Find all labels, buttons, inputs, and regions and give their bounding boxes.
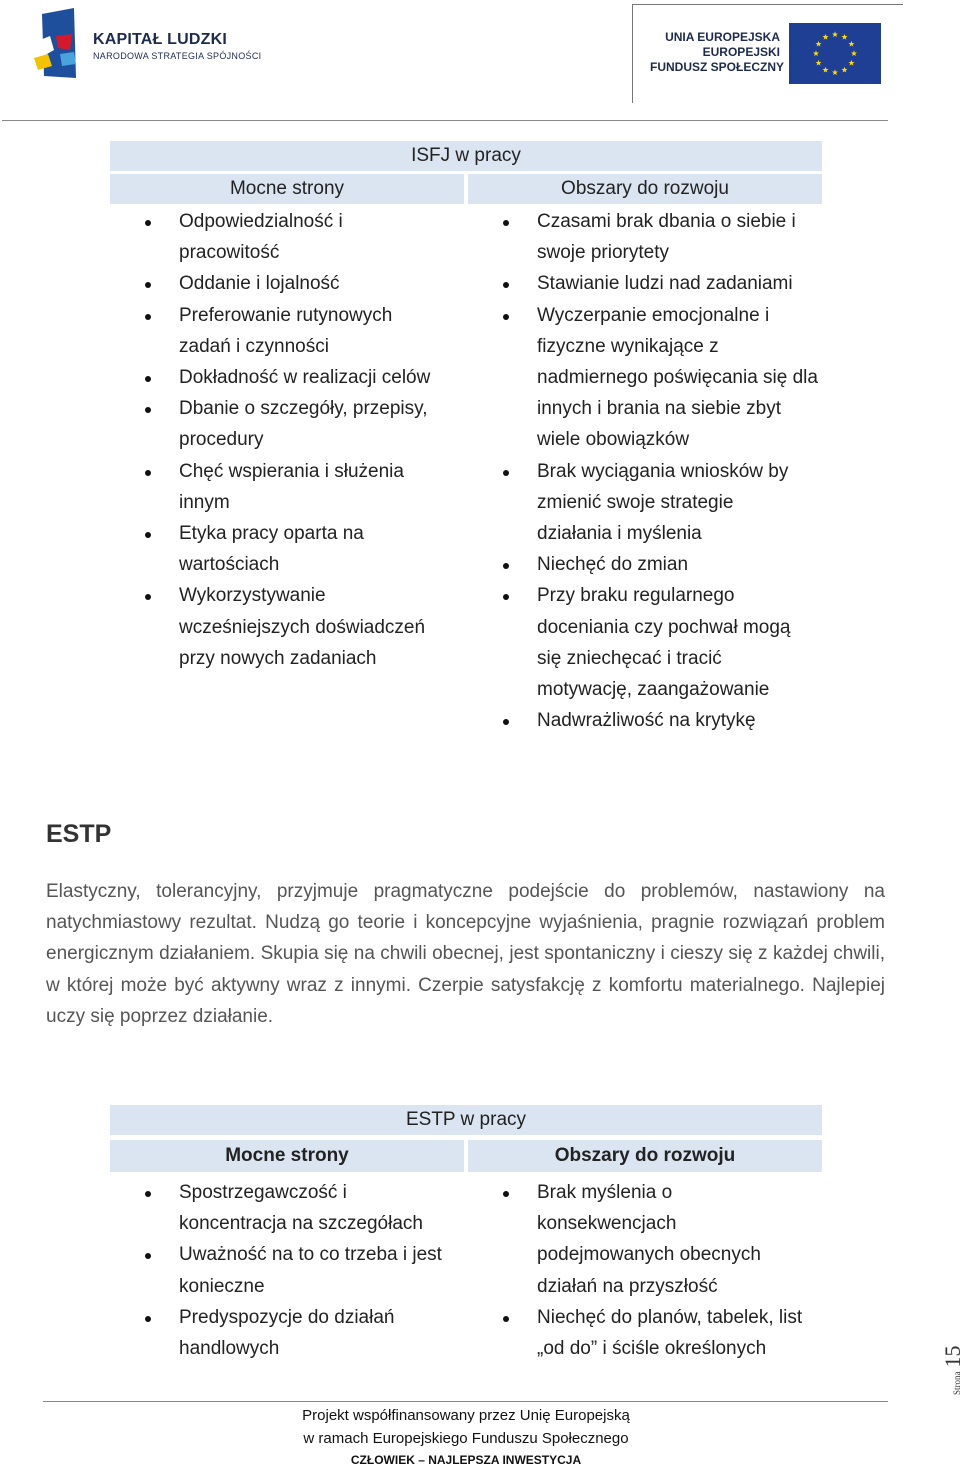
header-divider (2, 120, 888, 121)
list-item: Nadwrażliwość na krytykę (468, 705, 822, 736)
isfj-table (110, 141, 822, 736)
estp-table-body (110, 1177, 822, 1364)
list-item: Przy braku regularnego doceniania czy pochwał mogą się zniechęcać i tracić motywację, zaangażowanie (468, 580, 812, 705)
isfj-table-header-row (110, 174, 822, 204)
estp-table-header-row (110, 1140, 822, 1172)
footer-slogan: CZŁOWIEK – NAJLEPSZA INWESTYCJA (350, 1453, 582, 1467)
isfj-development-column (468, 206, 822, 736)
list-item: Wyczerpanie emocjonalne i fizyczne wynikające z nadmiernego poświęcania się dla innych i brania na siebie zbyt wiele obowiązków (468, 300, 822, 456)
list-item: Brak myślenia o konsekwencjach podejmowanych obecnych działań na przyszłość (468, 1177, 787, 1302)
list-item: Preferowanie rutynowych zadań i czynności (110, 300, 429, 362)
isfj-table-body (110, 206, 822, 736)
list-item: Predyspozycje do działań handlowych (110, 1302, 414, 1364)
kapital-ludzki-title: KAPITAŁ LUDZKI (93, 31, 228, 48)
estp-table-title: ESTP w pracy (110, 1105, 822, 1135)
footer-line1: Projekt współfinansowany przez Unię Europejską (302, 1407, 630, 1424)
footer-divider (43, 1401, 888, 1402)
estp-heading: ESTP (46, 820, 112, 848)
estp-description: Elastyczny, tolerancyjny, przyjmuje pragmatyczne podejście do problemów, nastawiony na natychmiastowy rezultat. Nudzą go teorie i koncepcyjne wyjaśnienia, pragnie rozwiązań problem energicznym działaniem. Skupia się na chwili obecnej, jest spontaniczny i cieszy się z każdej chwili, w której może być aktywny wraz z innymi. Czerpie satysfakcję z komfortu materialnego. Najlepiej uczy się poprzez działanie. (46, 881, 885, 1027)
list-item: Spostrzegawczość i koncentracja na szczegółach (110, 1177, 449, 1239)
list-item: Wykorzystywanie wcześniejszych doświadczeń przy nowych zadaniach (110, 580, 454, 674)
estp-table (110, 1105, 822, 1364)
isfj-development-list (468, 206, 822, 736)
list-item: Czasami brak dbania o siebie i swoje priorytety (468, 206, 802, 268)
estp-development-list (468, 1177, 822, 1364)
estp-strengths-column (110, 1177, 464, 1364)
estp-development-column (468, 1177, 822, 1364)
list-item: Dbanie o szczegóły, przepisy, procedury (110, 393, 449, 455)
estp-strengths-list (110, 1177, 464, 1364)
page-number (935, 1340, 965, 1400)
isfj-strengths-list (110, 206, 464, 674)
isfj-table-title: ISFJ w pracy (110, 141, 822, 171)
eu-logo-line3: FUNDUSZ SPOŁECZNY (650, 60, 785, 74)
isfj-strengths-header: Mocne strony (110, 174, 464, 204)
isfj-strengths-column (110, 206, 464, 736)
estp-development-header: Obszary do rozwoju (468, 1140, 822, 1172)
footer (166, 1404, 766, 1470)
eu-logo-line1: UNIA EUROPEJSKA (665, 30, 780, 44)
page-number-value: 15 (940, 1345, 965, 1368)
list-item: Oddanie i lojalność (110, 268, 464, 299)
list-item: Chęć wspierania i służenia innym (110, 456, 424, 518)
list-item: Niechęć do planów, tabelek, list „od do” i ściśle określonych (468, 1302, 822, 1364)
kapital-ludzki-subtitle: NARODOWA STRATEGIA SPÓJNOŚCI (93, 51, 262, 61)
list-item: Odpowiedzialność i pracowitość (110, 206, 349, 268)
eu-logo-line2: EUROPEJSKI (702, 45, 780, 59)
list-item: Niechęć do zmian (468, 549, 822, 580)
list-item: Brak wyciągania wniosków by zmienić swoje strategie działania i myślenia (468, 456, 812, 550)
estp-strengths-header: Mocne strony (110, 1140, 464, 1172)
isfj-development-header: Obszary do rozwoju (468, 174, 822, 204)
page-number-label: Strona (952, 1371, 962, 1395)
eu-flag-icon (789, 23, 881, 84)
eu-logo-text (650, 30, 785, 75)
footer-line2: w ramach Europejskiego Funduszu Społecznego (303, 1430, 629, 1447)
list-item: Dokładność w realizacji celów (110, 362, 464, 393)
list-item: Etyka pracy oparta na wartościach (110, 518, 384, 580)
kapital-ludzki-emblem-icon (30, 6, 90, 82)
list-item: Uważność na to co trzeba i jest konieczne (110, 1239, 464, 1301)
list-item: Stawianie ludzi nad zadaniami (468, 268, 822, 299)
